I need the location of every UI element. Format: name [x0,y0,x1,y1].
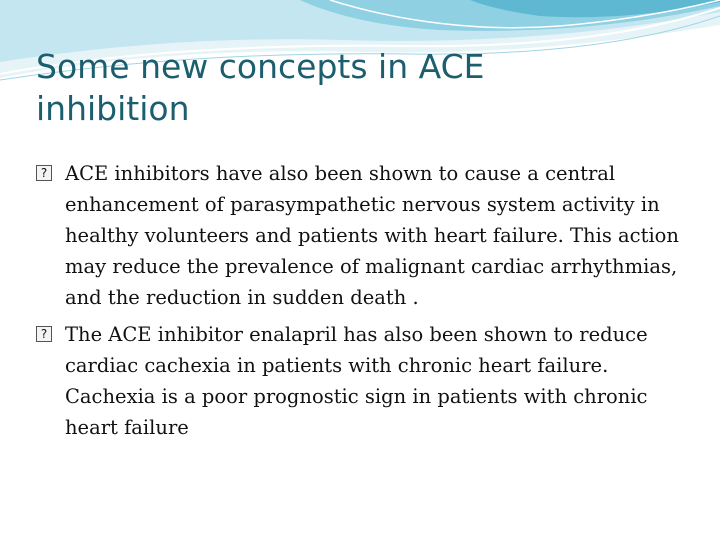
bullet-text-2: The ACE inhibitor enalapril has also been shown to reduce cardiac cachexia in patients with chronic heart failure. Cachexia is a poor prognostic sign in patients with chronic heart failure [65,323,648,439]
bullet-text-1: ACE inhibitors have also been shown to cause a central enhancement of parasympathetic nervous system activity in healthy volunteers and patients with heart failure. This action may reduce the prevalence of malignant cardiac arrhythmias, and the reduction in sudden death . [65,162,679,309]
bullet-item-2 [36,319,684,443]
title-line-1: Some new concepts in ACE [36,47,485,86]
bullet-item-1 [36,158,684,313]
bullet-list [36,158,684,449]
missing-glyph-icon: ? [36,165,52,181]
title-line-2: inhibition [36,89,190,128]
missing-glyph-icon: ? [36,326,52,342]
slide-title [36,46,676,130]
